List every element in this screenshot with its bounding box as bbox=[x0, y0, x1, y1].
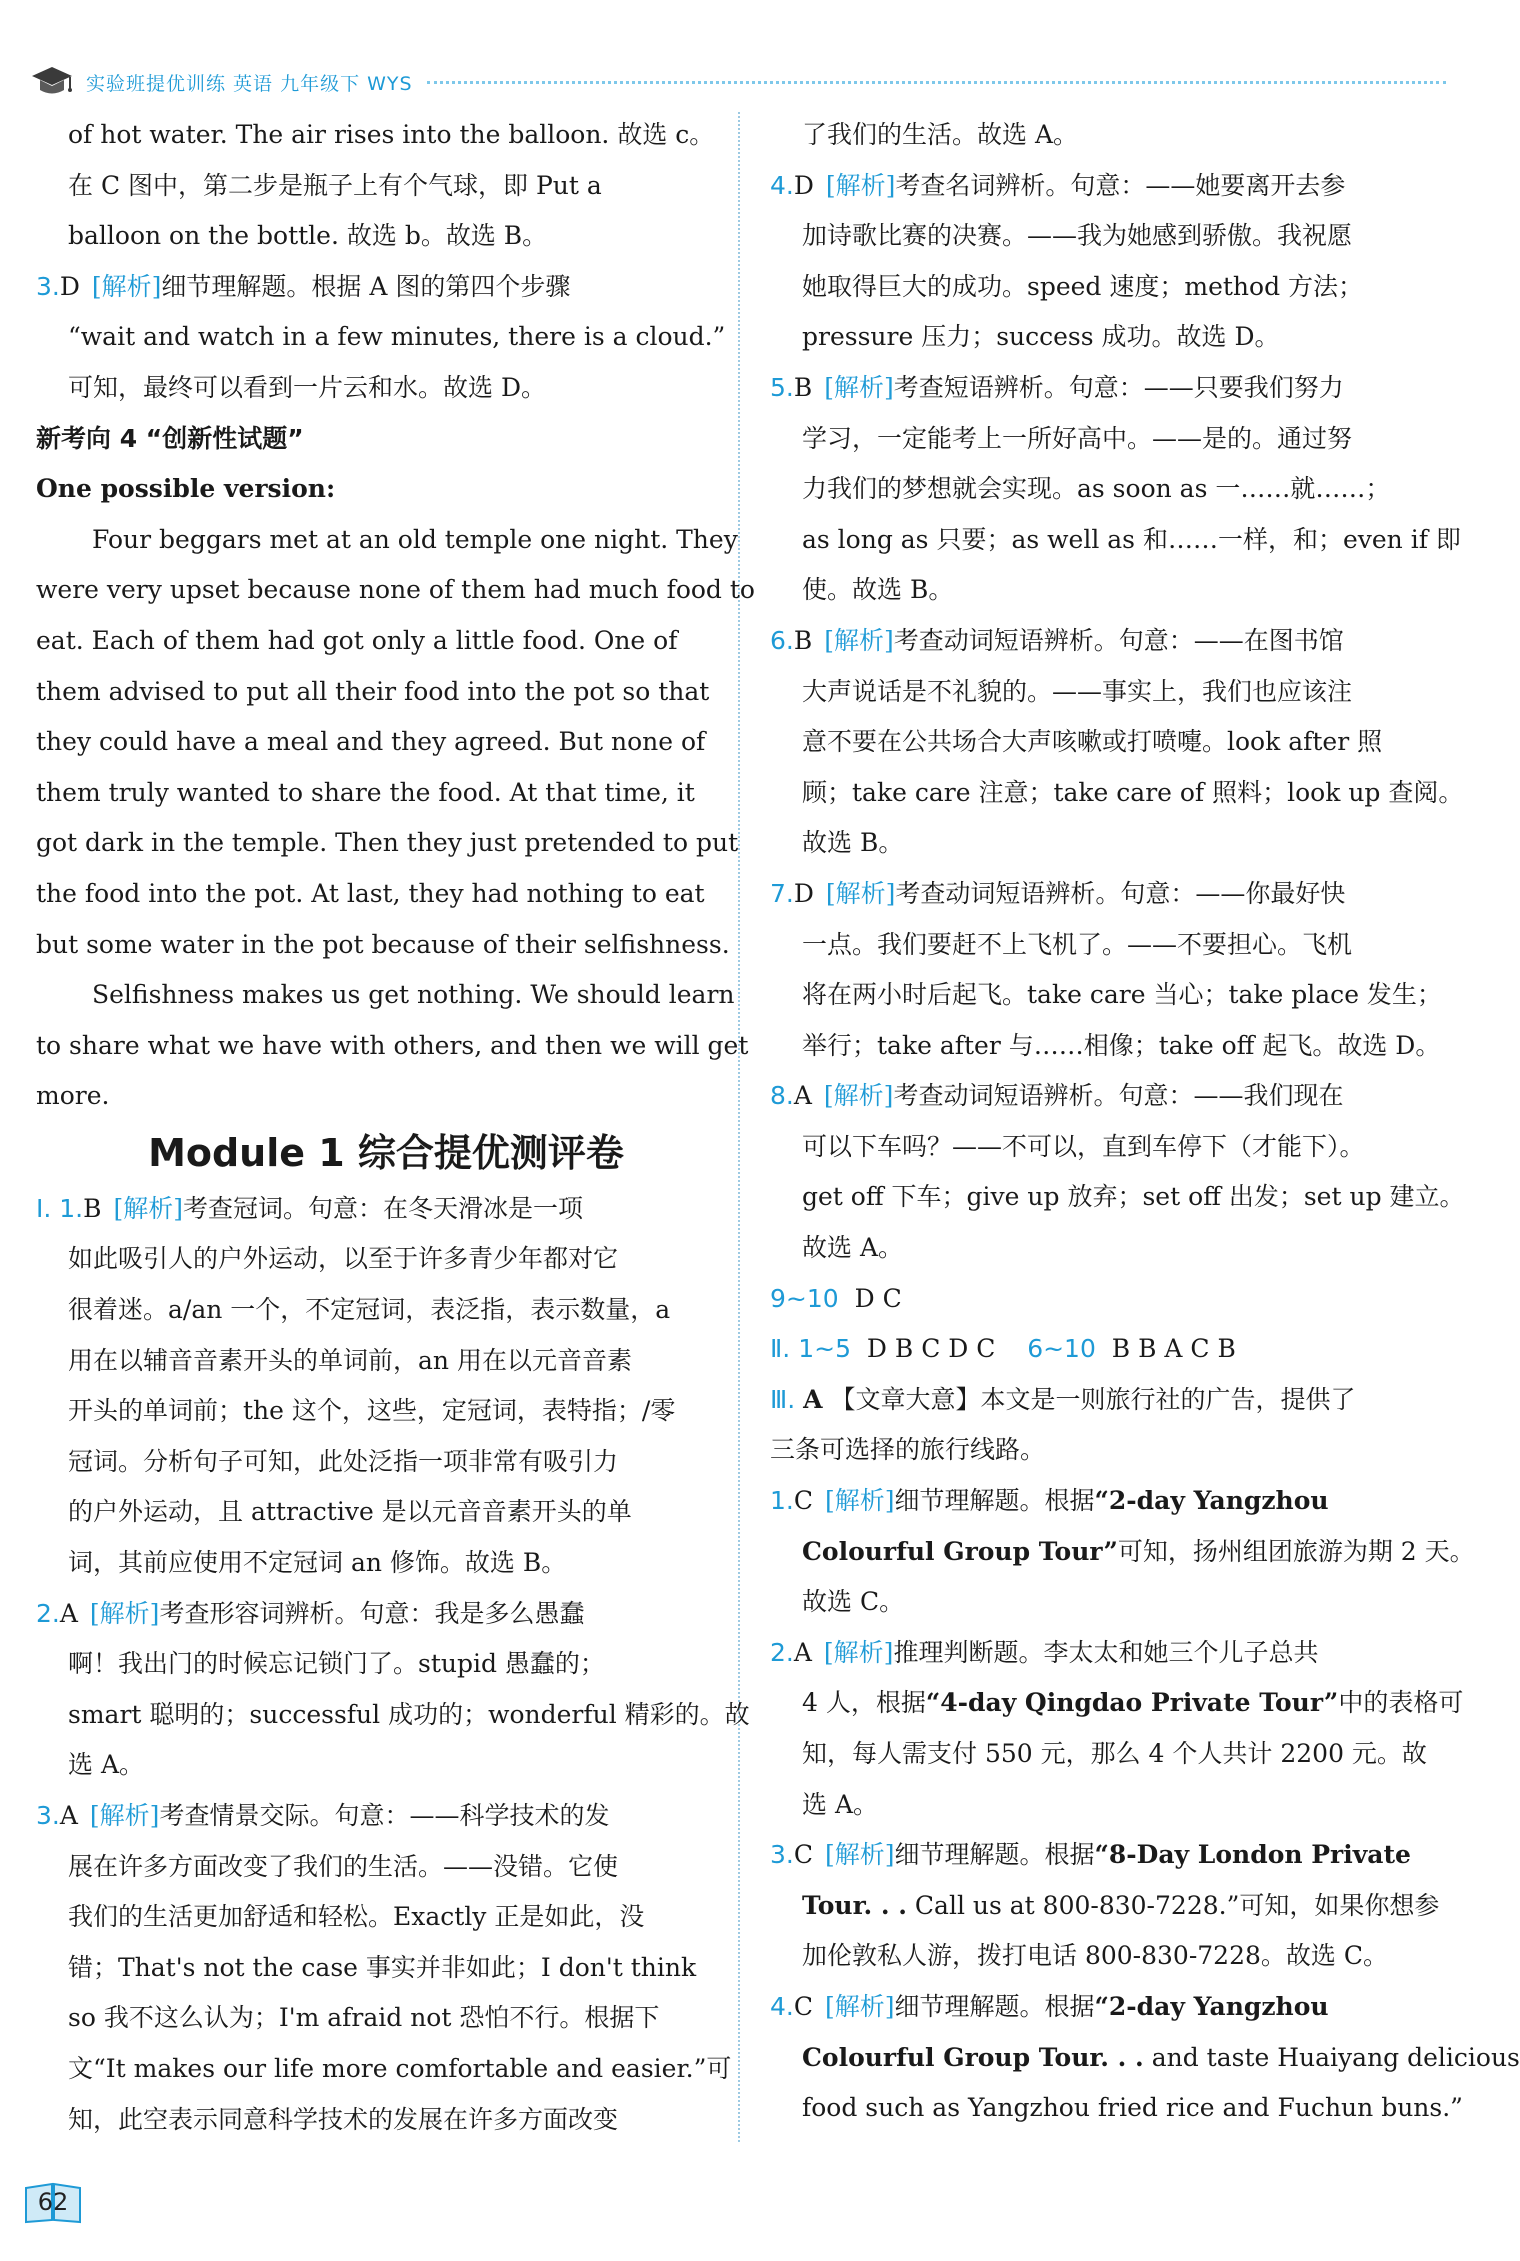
answer-letter: A bbox=[793, 1637, 812, 1667]
section-number: Ⅰ. bbox=[36, 1193, 52, 1223]
text-line: 了我们的生活。故选 A。 bbox=[802, 120, 1079, 149]
analysis-tag: [解析] bbox=[91, 271, 162, 301]
text-line: 词，其前应使用不定冠词 an 修饰。故选 B。 bbox=[68, 1548, 567, 1578]
reading-question-1 bbox=[770, 1476, 1430, 1527]
text-line: 意不要在公共场合大声咳嗽或打喷嚏。look after 照 bbox=[802, 727, 1383, 757]
essay-line: more. bbox=[36, 1081, 110, 1111]
quote-bold: “4-day Qingdao Private Tour” bbox=[925, 1688, 1339, 1718]
text-line: 考查动词短语辨析。句意：——你最好快 bbox=[895, 878, 1346, 908]
essay-line: to share what we have with others, and then we will get bbox=[36, 1030, 749, 1060]
text-line: 故选 C。 bbox=[802, 1587, 905, 1617]
answer-letters: D B C D C bbox=[866, 1334, 996, 1364]
page-header bbox=[30, 62, 1446, 102]
question-9-10 bbox=[770, 1274, 1430, 1325]
text-line: 知，此空表示同意科学技术的发展在许多方面改变 bbox=[68, 2104, 619, 2134]
text-span: Call us at 800-830-7228.”可知，如果你想参 bbox=[906, 1890, 1440, 1920]
analysis-tag: [解析] bbox=[824, 372, 894, 402]
text-line: 考查短语辨析。句意：——只要我们努力 bbox=[893, 372, 1344, 402]
answer-letter: B bbox=[793, 625, 813, 655]
answer-letters: D C bbox=[854, 1283, 902, 1313]
question-number: 5. bbox=[770, 372, 794, 402]
analysis-tag: [解析] bbox=[824, 625, 894, 655]
text-line: 我们的生活更加舒适和轻松。Exactly 正是如此，没 bbox=[68, 1902, 645, 1932]
text-line: 使。故选 B。 bbox=[802, 575, 954, 605]
text-line: 选 A。 bbox=[802, 1789, 879, 1819]
text-line: 可以下车吗？——不可以，直到车停下（才能下）。 bbox=[802, 1131, 1365, 1161]
text-line: 顾；take care 注意；take care of 照料；look up 查阅。 bbox=[802, 777, 1464, 807]
answer-letter: C bbox=[793, 1991, 813, 2021]
question-3 bbox=[36, 262, 716, 313]
section-number: Ⅱ. bbox=[770, 1334, 791, 1364]
text-line bbox=[770, 2033, 1520, 2084]
text-line: so 我不这么认为；I'm afraid not 恐怕不行。根据下 bbox=[68, 2003, 660, 2033]
answer-letter: A bbox=[793, 1081, 812, 1111]
summary-tag: 【文章大意】 bbox=[830, 1384, 981, 1414]
answer-letter: D bbox=[793, 878, 814, 908]
text-line: 推理判断题。李太太和她三个儿子总共 bbox=[893, 1637, 1319, 1667]
question-number: 4. bbox=[770, 1991, 794, 2021]
question-number: 3. bbox=[770, 1840, 794, 1870]
right-column bbox=[770, 110, 1520, 2134]
answer-letter: A bbox=[803, 1384, 823, 1414]
text-line: of hot water. The air rises into the balloon. 故选 c。 bbox=[68, 120, 715, 149]
text-line: 考查动词短语辨析。句意：——我们现在 bbox=[893, 1081, 1344, 1111]
text-line bbox=[770, 1527, 1475, 1578]
answer-letter: D bbox=[59, 271, 80, 301]
text-line: “wait and watch in a few minutes, there is a cloud.” bbox=[68, 322, 726, 352]
question-number: 4. bbox=[770, 170, 794, 200]
text-line: 考查动词短语辨析。句意：——在图书馆 bbox=[893, 625, 1344, 655]
question-number: 9~10 bbox=[770, 1283, 839, 1313]
text-line: 本文是一则旅行社的广告，提供了 bbox=[980, 1384, 1356, 1414]
question-2 bbox=[36, 1589, 716, 1640]
answer-letter: A bbox=[59, 1801, 78, 1830]
text-line: 大声说话是不礼貌的。——事实上，我们也应该注 bbox=[802, 676, 1353, 706]
header-title: 实验班提优训练 英语 九年级下 WYS bbox=[86, 72, 413, 95]
question-number: 8. bbox=[770, 1081, 794, 1111]
text-line: 三条可选择的旅行线路。 bbox=[770, 1435, 1046, 1465]
text-line: 学习，一定能考上一所好高中。——是的。通过努 bbox=[802, 423, 1353, 453]
text-line: 一点。我们要赶不上飞机了。——不要担心。飞机 bbox=[802, 929, 1353, 959]
essay-line: they could have a meal and they agreed. But none of bbox=[36, 727, 706, 757]
text-line: 的户外运动，且 attractive 是以元音音素开头的单 bbox=[68, 1497, 632, 1527]
header-rule bbox=[427, 81, 1446, 84]
analysis-tag: [解析] bbox=[825, 170, 896, 200]
text-line: 啊！我出门的时候忘记锁门了。stupid 愚蠢的； bbox=[68, 1649, 605, 1679]
reading-question-4 bbox=[770, 1982, 1430, 2033]
question-number: 7. bbox=[770, 878, 794, 908]
essay-line: were very upset because none of them had much food to bbox=[36, 575, 755, 605]
section-1-question-1 bbox=[36, 1184, 716, 1235]
question-3-module bbox=[36, 1791, 716, 1842]
essay-line: but some water in the pot because of their selfishness. bbox=[36, 929, 730, 959]
text-line: 细节理解题。根据 A 图的第四个步骤 bbox=[161, 271, 571, 301]
question-number: 2. bbox=[770, 1637, 794, 1667]
section-2 bbox=[770, 1324, 1430, 1375]
analysis-tag: [解析] bbox=[113, 1193, 184, 1223]
text-line bbox=[770, 1881, 1440, 1932]
text-span: 4 人，根据 bbox=[802, 1688, 926, 1718]
text-line: 选 A。 bbox=[68, 1750, 145, 1780]
question-6 bbox=[770, 616, 1430, 667]
section-3 bbox=[770, 1375, 1430, 1426]
text-line: 如此吸引人的户外运动，以至于许多青少年都对它 bbox=[68, 1244, 619, 1274]
answer-letter: D bbox=[793, 170, 814, 200]
text-line: 考查冠词。句意：在冬天滑冰是一项 bbox=[183, 1193, 584, 1223]
text-line: 开头的单词前；the 这个，这些，定冠词，表特指；/零 bbox=[68, 1396, 676, 1426]
question-number: 2. bbox=[36, 1598, 60, 1628]
text-line: 力我们的梦想就会实现。as soon as 一……就……； bbox=[802, 474, 1391, 504]
essay-line: got dark in the temple. Then they just pretended to put bbox=[36, 828, 739, 858]
analysis-tag: [解析] bbox=[825, 878, 896, 908]
analysis-tag: [解析] bbox=[825, 1991, 895, 2021]
text-line: as long as 只要；as well as 和……一样，和；even if 即 bbox=[802, 524, 1461, 554]
analysis-tag: [解析] bbox=[89, 1598, 160, 1628]
text-line: 细节理解题。根据 bbox=[894, 1840, 1095, 1870]
text-line: 用在以辅音音素开头的单词前，an 用在以元音音素 bbox=[68, 1345, 632, 1375]
answer-letter: C bbox=[793, 1486, 813, 1516]
analysis-tag: [解析] bbox=[825, 1840, 895, 1870]
text-line: 故选 A。 bbox=[802, 1233, 904, 1263]
text-line: 考查情景交际。句意：——科学技术的发 bbox=[159, 1801, 610, 1830]
section-heading: 新考向 4 “创新性试题” bbox=[36, 423, 304, 453]
range-label: 1~5 bbox=[798, 1334, 851, 1364]
text-span: 中的表格可 bbox=[1338, 1688, 1464, 1718]
essay-line: them advised to put all their food into the pot so that bbox=[36, 676, 710, 706]
analysis-tag: [解析] bbox=[823, 1081, 894, 1111]
analysis-tag: [解析] bbox=[89, 1801, 160, 1830]
question-number: 6. bbox=[770, 625, 794, 655]
essay-line: them truly wanted to share the food. At that time, it bbox=[36, 777, 695, 807]
text-line: pressure 压力；success 成功。故选 D。 bbox=[802, 322, 1280, 352]
answer-letter: B bbox=[793, 372, 813, 402]
text-line: 冠词。分析句子可知，此处泛指一项非常有吸引力 bbox=[68, 1446, 619, 1476]
left-column bbox=[36, 110, 755, 2145]
text-line: 错；That's not the case 事实并非如此；I don't think bbox=[68, 1952, 697, 1982]
text-line: 细节理解题。根据 bbox=[894, 1991, 1095, 2021]
module-title: Module 1 综合提优测评卷 bbox=[148, 1130, 624, 1175]
essay-line: Selfishness makes us get nothing. We should learn bbox=[92, 980, 735, 1010]
text-span: 可知，扬州组团旅游为期 2 天。 bbox=[1117, 1536, 1475, 1566]
answer-letter: B bbox=[83, 1193, 102, 1223]
graduation-cap-icon bbox=[30, 64, 74, 100]
question-number: 1. bbox=[59, 1193, 84, 1223]
analysis-tag: [解析] bbox=[825, 1486, 895, 1516]
text-line: food such as Yangzhou fried rice and Fuchun buns.” bbox=[802, 2093, 1463, 2123]
section-number: Ⅲ. bbox=[770, 1384, 796, 1414]
answer-letter: C bbox=[793, 1840, 813, 1870]
text-line: 考查名词辨析。句意：——她要离开去参 bbox=[895, 170, 1346, 200]
quote-bold: Tour. . . bbox=[802, 1890, 907, 1920]
text-line: 举行；take after 与……相像；take off 起飞。故选 D。 bbox=[802, 1030, 1441, 1060]
essay-line: eat. Each of them had got only a little food. One of bbox=[36, 625, 678, 655]
text-span: and taste Huaiyang delicious bbox=[1143, 2042, 1520, 2072]
quote-bold: Colourful Group Tour” bbox=[802, 1536, 1118, 1566]
quote-bold: “2-day Yangzhou bbox=[1094, 1486, 1329, 1516]
text-line: 她取得巨大的成功。speed 速度；method 方法； bbox=[802, 271, 1364, 301]
column-divider bbox=[738, 112, 740, 2142]
answer-letters: B B A C B bbox=[1111, 1334, 1236, 1364]
text-line: 在 C 图中，第二步是瓶子上有个气球，即 Put a bbox=[68, 170, 602, 200]
text-line: smart 聪明的；successful 成功的；wonderful 精彩的。故 bbox=[68, 1699, 750, 1729]
text-line: 细节理解题。根据 bbox=[894, 1486, 1095, 1516]
text-line: balloon on the bottle. 故选 b。故选 B。 bbox=[68, 221, 548, 251]
question-4 bbox=[770, 161, 1430, 212]
question-number: 3. bbox=[36, 1801, 60, 1830]
essay-line: the food into the pot. At last, they had nothing to eat bbox=[36, 878, 705, 908]
text-line bbox=[770, 1678, 1464, 1729]
text-line: 故选 B。 bbox=[802, 828, 904, 858]
reading-question-3 bbox=[770, 1830, 1430, 1881]
question-8 bbox=[770, 1071, 1430, 1122]
text-line: 很着迷。a/an 一个，不定冠词，表泛指，表示数量，a bbox=[68, 1295, 671, 1325]
question-number: 3. bbox=[36, 271, 60, 301]
text-line: 将在两小时后起飞。take care 当心；take place 发生； bbox=[802, 980, 1442, 1010]
page-number: 62 bbox=[37, 2188, 69, 2216]
analysis-tag: [解析] bbox=[823, 1637, 894, 1667]
essay-line: Four beggars met at an old temple one night. They bbox=[92, 524, 738, 554]
quote-bold: “2-day Yangzhou bbox=[1094, 1991, 1329, 2021]
text-line: 可知，最终可以看到一片云和水。故选 D。 bbox=[68, 372, 546, 402]
text-line: 考查形容词辨析。句意：我是多么愚蠢 bbox=[159, 1598, 585, 1628]
text-line: 加诗歌比赛的决赛。——我为她感到骄傲。我祝愿 bbox=[802, 221, 1353, 251]
quote-bold: “8-Day London Private bbox=[1094, 1840, 1411, 1870]
text-line: 加伦敦私人游，拨打电话 800-830-7228。故选 C。 bbox=[802, 1941, 1388, 1971]
quote-bold: Colourful Group Tour. . . bbox=[802, 2042, 1144, 2072]
question-number: 1. bbox=[770, 1486, 794, 1516]
range-label: 6~10 bbox=[1027, 1334, 1096, 1364]
text-line: get off 下车；give up 放弃；set off 出发；set up 建立。 bbox=[802, 1182, 1465, 1212]
page-number-badge bbox=[22, 2180, 84, 2224]
text-line: 展在许多方面改变了我们的生活。——没错。它使 bbox=[68, 1851, 619, 1881]
answer-letter: A bbox=[59, 1598, 78, 1628]
question-7 bbox=[770, 869, 1430, 920]
text-line: 文“It makes our life more comfortable and easier.”可 bbox=[68, 2053, 732, 2083]
reading-question-2 bbox=[770, 1628, 1430, 1679]
text-line: 知，每人需支付 550 元，那么 4 个人共计 2200 元。故 bbox=[802, 1739, 1427, 1768]
version-label: One possible version: bbox=[36, 474, 336, 504]
question-5 bbox=[770, 363, 1430, 414]
